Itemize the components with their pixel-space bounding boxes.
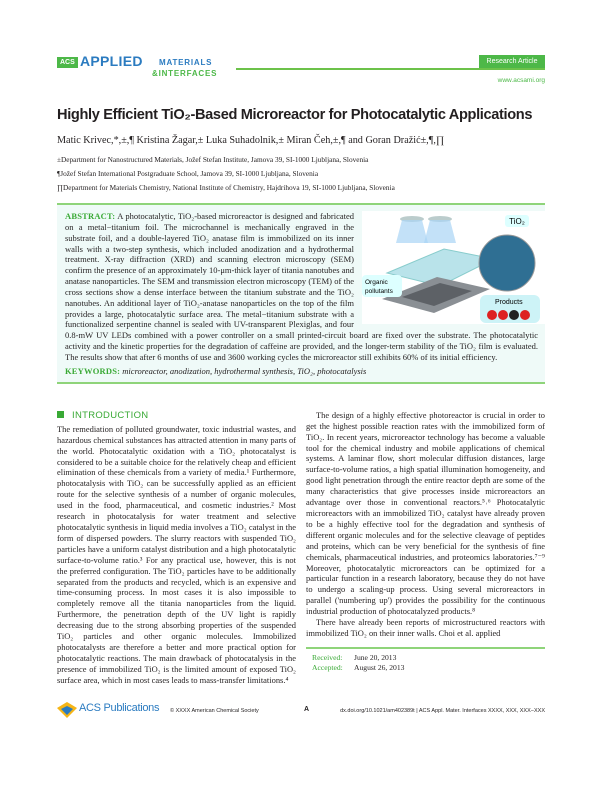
abstract-label: ABSTRACT: [65,211,116,221]
section-marker-icon [57,411,64,418]
received-date: June 20, 2013 [354,652,397,662]
journal-logo [57,55,232,85]
keywords-label: KEYWORDS: [65,365,121,376]
author-list: Matic Krivec,*,±,¶ Kristina Žagar,± Luka Suhadolnik,± Miran Čeh,±,¶ and Goran Dražić±,¶,∏ [57,135,445,146]
affiliation: ¶Jožef Stefan International Postgraduate School, Jamova 39, SI-1000 Ljubljana, Slovenia [57,169,319,178]
logo-materials: MATERIALS [159,58,213,67]
products-label: Products [495,299,523,306]
toc-graphic [362,211,545,324]
doi-citation[interactable]: dx.doi.org/10.1021/am402389t | ACS Appl. Mater. Interfaces XXXX, XXX, XXX−XXX [340,707,545,714]
keywords-list: microreactor, anodization, hydrothermal synthesis, TiO₂, photocatalysis [122,365,367,376]
section-heading-introduction [57,410,296,422]
abstract-box [57,203,545,384]
pollutants-label: Organic [365,279,388,286]
body-columns [57,410,545,686]
molecule-icon [487,310,497,320]
accepted-label: Accepted: [312,663,343,673]
paragraph: There have already been reports of microstructured reactors with immobilized TiO₂ on their inner walls. Choi et al. applied [306,617,545,638]
section-heading-text: INTRODUCTION [72,409,149,421]
copyright: © XXXX American Chemical Society [170,707,259,714]
acs-publications-logo-icon [57,700,77,720]
body-column-right [306,410,545,686]
abstract-text-2: with a functionalized serpentine channel is sealed with UV-transparent Plexiglas, and four 0.8-mW UV LEDs combined with a power controller on a small printed-circuit board are fixed over the substrate. The photocatalytic activity and the kinetic properties for the degradation of caffeine are provided, and the longer-term stability of the TiO₂ film is evaluated. The results show that after 6 months of use and 3600 working cycles the microreactor still exhibits 60% of its initial efficiency. [65,308,538,362]
body-column-left [57,410,296,686]
publisher-name[interactable]: ACS Publications [79,701,160,714]
paragraph: The remediation of polluted groundwater, toxic industrial wastes, and hazardous chemical substances has attracted attention in many parts of the world. Photocatalytic oxidation with a TiO₂ photocatalyst is considered to be a suitable choice for the relatively cheap and efficient elimination of these chemicals from a variety of media.¹ Furthermore, photocatalysis with TiO₂ can be successfully applied as an efficient route for the selective synthesis of a number of organic molecules, used in the food, pharmaceutical, and cosmetic industries.² Most research in photocatalysis for water treatment and selective photocatalytic synthesis in liquid media involves a TiO₂ catalyst in the form of dispersed powders. The slurry reactors with suspended TiO₂ particles have a uniform catalyst distribution and a high photocatalytic surface-to-volume ratio.³ For any practical use, however, this is not the preferred configuration. The TiO₂ particles have to be additionally separated from the products and recycled, which is an expensive and time-consuming process. In most cases it is also impossible to completely remove all the titania nanoparticles from the liquid. Furthermore, the penetration depth of the UV light is rapidly decreasing due to the strong absorbing properties of the suspended TiO₂ particles and other organic molecules. Immobilized photocatalysts are therefore a better and more practical option for photocatalytic reactions. The main drawback of photocatalysis in the presence of immobilized TiO₂ is the limited amount of exposed TiO₂ surface area, which in most cases leads to mass-transfer limitations.⁴ [57,423,296,685]
article-main [57,106,545,720]
uv-led-icon [424,216,456,243]
journal-url[interactable]: www.acsami.org [497,77,545,84]
abstract-body: A photocatalytic, TiO₂-based microreactor is designed and fabricated on a metal−titanium foil. The microchannel is mechanically engraved in the substrate foil, and a double-layered TiO₂ anatase film is immobilized on its inner walls with a two-step synthesis, which included anodization and a hydrothermal treatment. X-ray diffraction (XRD) and scanning electron microscopy (SEM) confirm the presence of an approximately 10-μm-thick layer of titania nanotubes and anatase nanoparticles. The SEM and transmission electron microscopy (TEM) of the cross sections show a dense interface between the titanium substrate and the TiO₂ nanotubes. An additional layer of TiO₂-anatase nanoparticles on the top of the film provides a large, photocatalytic surface area. The metal−titanium substrate [65,211,355,319]
pollutants-label: pollutants [365,288,393,295]
logo-acs: ACS [57,57,78,68]
affiliation: ±Department for Nanostructured Materials, Jožef Stefan Institute, Jamova 39, SI-1000 Ljubljana, Slovenia [57,155,369,164]
affiliation: ∏Department for Materials Chemistry, National Institute of Chemistry, Hajdrihova 19, SI-1000 Ljubljana, Slovenia [57,183,395,192]
page-footer [57,700,545,720]
header-rule [236,68,545,70]
page-number: A [304,705,310,713]
received-label: Received: [312,652,343,662]
logo-applied: APPLIED [80,53,143,69]
logo-interfaces: &INTERFACES [152,69,218,78]
tio2-label: TiO₂ [509,217,525,226]
keywords [65,366,538,377]
accepted-date: August 26, 2013 [354,663,405,673]
history-rule [306,647,545,649]
article-type-badge: Research Article [479,55,545,68]
tio2-zoom-circle [479,235,535,291]
paragraph: The design of a highly effective photoreactor is crucial in order to get the highest possible reaction rates with the immobilized form of TiO₂. In recent years, microreactor technology has become a valuable tool for the chemical industry and mobile applications of chemical systems. A laminar flow, short molecular diffusion distances, large surface-to-volume ratios, a high spatial illumination homogeneity, and good light penetration through the entire reactor depth are some of the many characteristics that give processes inside microreactors an advantage over those in conventional reactors.⁵˒⁶ Photocatalytic microreactors with an immobilized TiO₂ catalyst have already proven to be a highly effective tool for the degradation and synthesis of different organic molecules and for the selective cleavage of peptides and proteins, which can be very beneficial for the synthesis of fine chemicals, pharmaceutical industries, and proteomics laboratories.⁷⁻⁹ Moreover, photocatalytic microreactors can be optimized for a particular function in a research laboratory, because they do not have to undergo a scaling-up process. Using several microreactors in parallel ('numbering up') provides the possibility for the continuous industrial production of photocatalyzed products.⁸ [306,409,545,617]
article-history [306,653,545,674]
article-title: Highly Efficient TiO₂-Based Microreactor for Photocatalytic Applications [57,107,533,123]
uv-led-icon [396,216,428,243]
